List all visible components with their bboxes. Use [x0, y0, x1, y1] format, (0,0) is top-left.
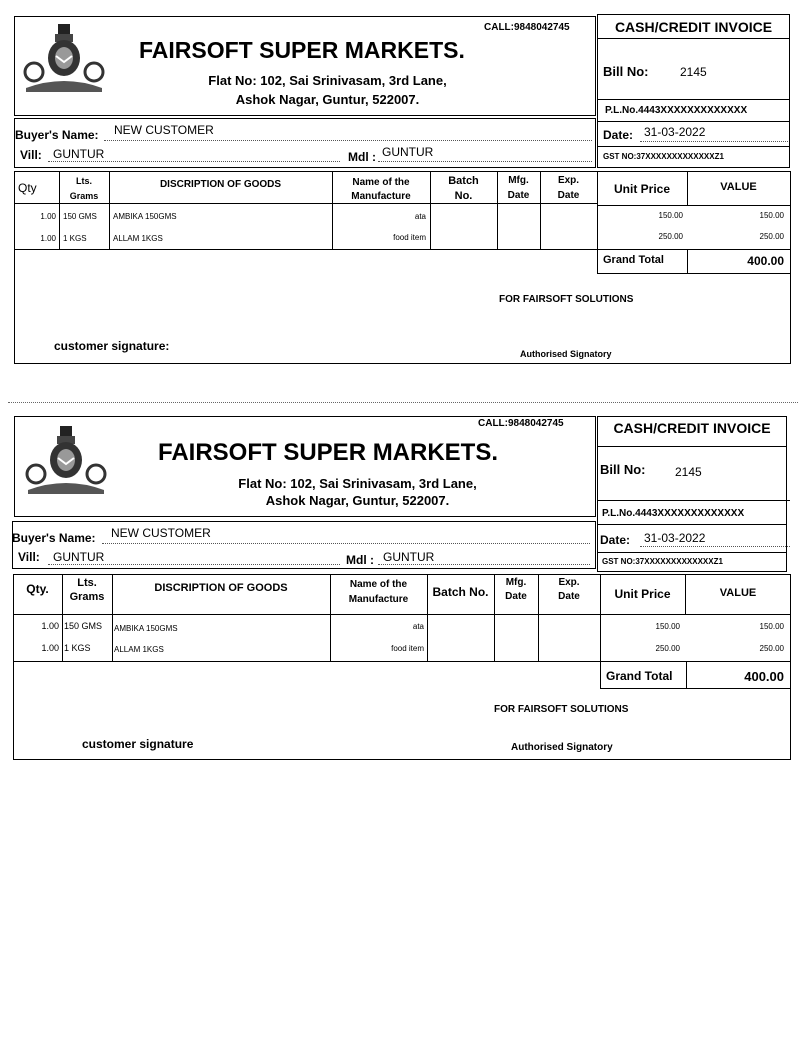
col-mfg-2: Date [507, 190, 530, 201]
col-batch-1: Batch [448, 175, 479, 187]
grand-total-label: Grand Total [603, 254, 664, 266]
invoice-info-box [597, 416, 787, 572]
authorised-signatory: Authorised Signatory [511, 742, 613, 753]
col-description: DISCRIPTION OF GOODS [154, 582, 288, 594]
col-batch-2: No. [454, 190, 473, 202]
mdl-value: GUNTUR [382, 145, 434, 159]
col-exp-1: Exp. [557, 175, 580, 186]
col-lts-2: Grams [69, 191, 99, 201]
row-1-value: 150.00 [759, 211, 784, 220]
temple-logo [24, 424, 108, 496]
row-2-qty: 1.00 [41, 643, 59, 653]
row-2-qty: 1.00 [40, 234, 56, 243]
temple-logo [22, 22, 106, 94]
vill-value: GUNTUR [53, 147, 105, 161]
col-lts-1: Lts. [75, 176, 92, 186]
date-label: Date: [603, 128, 634, 142]
col-qty: Qty [18, 181, 37, 195]
row-1-value: 150.00 [759, 622, 784, 631]
col-exp-2: Date [558, 591, 580, 602]
row-2-description: ALLAM 1KGS [114, 645, 164, 654]
address-line-2: Ashok Nagar, Guntur, 522007. [235, 92, 420, 107]
row-1-unit-price: 150.00 [658, 211, 683, 220]
mdl-label: Mdl : [348, 150, 376, 164]
buyer-name-label: Buyer's Name: [12, 531, 96, 545]
row-2-manufacturer: food item [391, 644, 424, 653]
row-1-manufacturer: ata [412, 622, 424, 631]
col-manuf-2: Manufacture [348, 594, 409, 605]
row-1-unit-price: 150.00 [655, 622, 680, 631]
col-exp-2: Date [557, 190, 580, 201]
invoice-title: CASH/CREDIT INVOICE [614, 19, 773, 35]
col-description: DISCRIPTION OF GOODS [159, 179, 282, 190]
row-1-description: AMBIKA 150GMS [113, 212, 177, 221]
for-company-text: FOR FAIRSOFT SOLUTIONS [494, 704, 629, 715]
date-value: 31-03-2022 [644, 125, 706, 139]
row-2-description: ALLAM 1KGS [113, 234, 163, 243]
row-2-unit-price: 250.00 [658, 232, 683, 241]
col-value: VALUE [720, 181, 757, 193]
row-2-value: 250.00 [759, 644, 784, 653]
pl-number: P.L.No.4443XXXXXXXXXXXXX [605, 105, 748, 116]
col-exp-1: Exp. [558, 577, 580, 588]
bill-no-label: Bill No: [603, 64, 649, 79]
company-name: FAIRSOFT SUPER MARKETS. [139, 37, 465, 63]
row-2-lts: 1 KGS [64, 643, 91, 653]
row-1-lts: 150 GMS [63, 212, 97, 221]
buyer-name: NEW CUSTOMER [111, 526, 211, 540]
date-label: Date: [600, 533, 631, 547]
col-manuf-1: Name of the [349, 579, 408, 590]
row-1-description: AMBIKA 150GMS [114, 624, 178, 633]
col-manuf-2: Manufacture [351, 191, 411, 202]
col-unit-price: Unit Price [614, 587, 671, 601]
row-1-qty: 1.00 [41, 621, 59, 631]
col-qty: Qty. [26, 582, 49, 596]
row-2-value: 250.00 [759, 232, 784, 241]
gst-number: GST NO:37XXXXXXXXXXXXXZ1 [603, 152, 724, 161]
cut-line [8, 402, 798, 403]
grand-total-value: 400.00 [747, 254, 784, 268]
row-2-manufacturer: food item [393, 233, 426, 242]
company-name: FAIRSOFT SUPER MARKETS. [158, 439, 499, 466]
grand-total-value: 400.00 [744, 669, 784, 684]
address-line-1: Flat No: 102, Sai Srinivasam, 3rd Lane, [208, 73, 447, 88]
col-mfg-2: Date [505, 591, 527, 602]
row-1-manufacturer: ata [414, 212, 426, 221]
col-unit-price: Unit Price [613, 182, 670, 196]
col-value: VALUE [719, 587, 757, 599]
address-line-2: Ashok Nagar, Guntur, 522007. [265, 493, 450, 508]
vill-value: GUNTUR [53, 550, 105, 564]
customer-signature: customer signature [82, 737, 194, 751]
grand-total-label: Grand Total [606, 669, 673, 683]
row-1-qty: 1.00 [40, 212, 56, 221]
col-manuf-1: Name of the [352, 177, 410, 188]
pl-number: P.L.No.4443XXXXXXXXXXXXX [602, 508, 745, 519]
vill-label: Vill: [20, 148, 42, 162]
row-2-unit-price: 250.00 [655, 644, 680, 653]
gst-number: GST NO:37XXXXXXXXXXXXXZ1 [602, 557, 723, 566]
date-value: 31-03-2022 [644, 531, 706, 545]
vill-label: Vill: [18, 550, 40, 564]
for-company-text: FOR FAIRSOFT SOLUTIONS [499, 294, 634, 305]
customer-signature: customer signature: [54, 339, 170, 353]
row-1-lts: 150 GMS [64, 621, 103, 631]
col-mfg-1: Mfg. [505, 577, 527, 588]
col-mfg-1: Mfg. [508, 175, 529, 186]
bill-no: 2145 [680, 65, 707, 79]
buyer-name-label: Buyer's Name: [15, 128, 99, 142]
bill-no: 2145 [675, 465, 702, 479]
col-batch: Batch No. [432, 585, 489, 599]
authorised-signatory: Authorised Signatory [520, 349, 612, 359]
call-number: CALL:9848042745 [484, 22, 570, 33]
col-lts-1: Lts. [77, 577, 97, 589]
buyer-name: NEW CUSTOMER [114, 123, 214, 137]
bill-no-label: Bill No: [600, 462, 646, 477]
call-number: CALL:9848042745 [478, 418, 564, 429]
col-lts-2: Grams [69, 591, 105, 603]
invoice-title: CASH/CREDIT INVOICE [613, 420, 771, 436]
row-2-lts: 1 KGS [63, 234, 87, 243]
mdl-label: Mdl : [346, 553, 374, 567]
address-line-1: Flat No: 102, Sai Srinivasam, 3rd Lane, [238, 476, 477, 491]
mdl-value: GUNTUR [383, 550, 435, 564]
